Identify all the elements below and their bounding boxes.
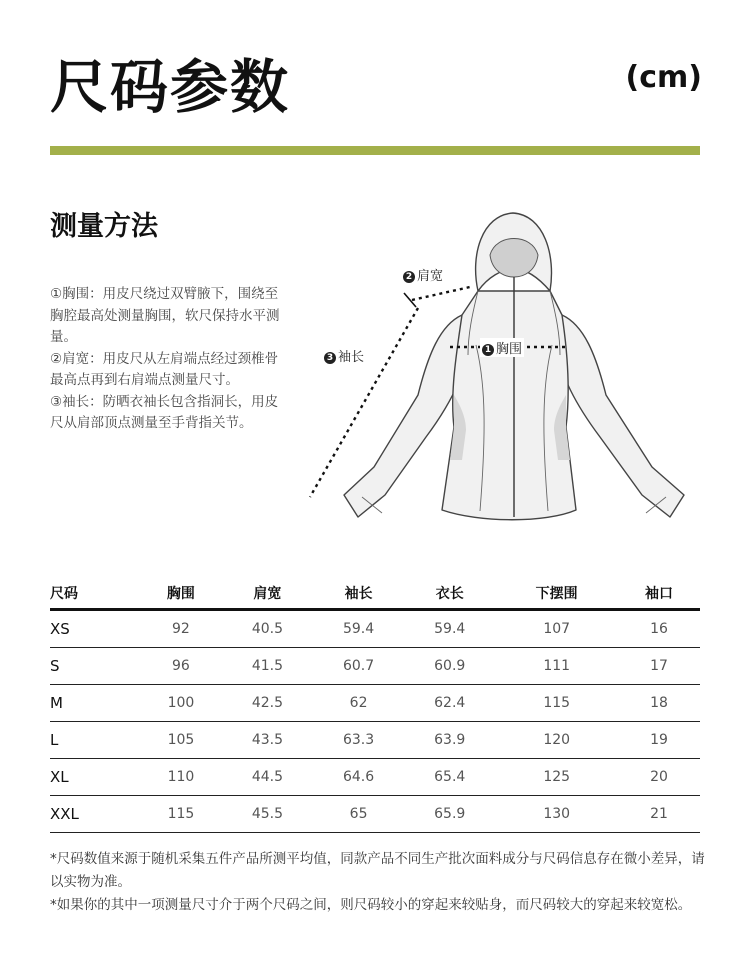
table-cell: 65.9 <box>404 796 495 833</box>
table-cell: 115 <box>495 685 618 722</box>
table-cell: M <box>50 685 140 722</box>
table-cell: 16 <box>618 610 700 648</box>
accent-divider <box>50 146 700 155</box>
col-sleeve: 袖长 <box>313 578 404 610</box>
table-cell: 115 <box>140 796 222 833</box>
table-cell: 20 <box>618 759 700 796</box>
table-cell: XS <box>50 610 140 648</box>
col-shoulder: 肩宽 <box>222 578 313 610</box>
sleeve-label: 3 袖长 <box>322 346 366 365</box>
chest-label: 1 胸围 <box>480 338 524 357</box>
table-row <box>50 648 700 685</box>
table-row <box>50 796 700 833</box>
table-cell: 65 <box>313 796 404 833</box>
table-row <box>50 610 700 648</box>
table-cell: XL <box>50 759 140 796</box>
table-cell: 44.5 <box>222 759 313 796</box>
table-cell: 45.5 <box>222 796 313 833</box>
col-chest: 胸围 <box>140 578 222 610</box>
table-cell: 65.4 <box>404 759 495 796</box>
col-hem: 下摆围 <box>495 578 618 610</box>
table-cell: 60.7 <box>313 648 404 685</box>
badge-1-icon: 1 <box>482 344 494 356</box>
table-cell: 19 <box>618 722 700 759</box>
table-cell: L <box>50 722 140 759</box>
footnote-1: *尺码数值来源于随机采集五件产品所测平均值，同款产品不同生产批次面料成分与尺码信息存在微小差异，请以实物为准。 <box>50 851 705 890</box>
jacket-illustration <box>300 205 710 535</box>
table-cell: 100 <box>140 685 222 722</box>
col-cuff: 袖口 <box>618 578 700 610</box>
jacket-drawing <box>300 205 710 535</box>
footnotes <box>50 848 710 917</box>
table-cell: 96 <box>140 648 222 685</box>
table-cell: XXL <box>50 796 140 833</box>
table-cell: 18 <box>618 685 700 722</box>
table-cell: 105 <box>140 722 222 759</box>
instruction-shoulder: ②肩宽：用皮尺从左肩端点经过颈椎骨最高点再到右肩端点测量尺寸。 <box>50 350 279 388</box>
table-header-row <box>50 578 700 610</box>
table-row <box>50 685 700 722</box>
table-cell: 40.5 <box>222 610 313 648</box>
section-title: 测量方法 <box>50 211 158 242</box>
table-cell: 63.9 <box>404 722 495 759</box>
table-cell: 64.6 <box>313 759 404 796</box>
col-size: 尺码 <box>50 578 140 610</box>
unit-label: (cm) <box>625 60 702 95</box>
table-cell: 110 <box>140 759 222 796</box>
table-cell: 21 <box>618 796 700 833</box>
table-row <box>50 759 700 796</box>
footnote-2: *如果你的其中一项测量尺寸介于两个尺码之间，则尺码较小的穿起来较贴身，而尺码较大的穿起来较宽松。 <box>50 897 692 913</box>
badge-2-icon: 2 <box>403 271 415 283</box>
measurement-instructions <box>50 284 290 435</box>
table-cell: 41.5 <box>222 648 313 685</box>
table-cell: 92 <box>140 610 222 648</box>
table-cell: 130 <box>495 796 618 833</box>
page-title: 尺码参数 <box>50 53 291 121</box>
size-table <box>50 578 700 833</box>
table-cell: 60.9 <box>404 648 495 685</box>
table-row <box>50 722 700 759</box>
table-cell: 120 <box>495 722 618 759</box>
instruction-chest: ①胸围：用皮尺绕过双臂腋下，围绕至胸腔最高处测量胸围，软尺保持水平测量。 <box>50 286 280 345</box>
table-cell: 59.4 <box>404 610 495 648</box>
instruction-sleeve: ③袖长：防晒衣袖长包含指洞长，用皮尺从肩部顶点测量至手背指关节。 <box>50 393 279 431</box>
table-cell: 63.3 <box>313 722 404 759</box>
table-cell: 125 <box>495 759 618 796</box>
table-cell: 62.4 <box>404 685 495 722</box>
badge-3-icon: 3 <box>324 352 336 364</box>
col-length: 衣长 <box>404 578 495 610</box>
table-cell: S <box>50 648 140 685</box>
table-cell: 17 <box>618 648 700 685</box>
shoulder-label: 2 肩宽 <box>401 265 445 284</box>
table-cell: 62 <box>313 685 404 722</box>
table-cell: 59.4 <box>313 610 404 648</box>
table-cell: 42.5 <box>222 685 313 722</box>
table-cell: 111 <box>495 648 618 685</box>
table-cell: 43.5 <box>222 722 313 759</box>
table-cell: 107 <box>495 610 618 648</box>
